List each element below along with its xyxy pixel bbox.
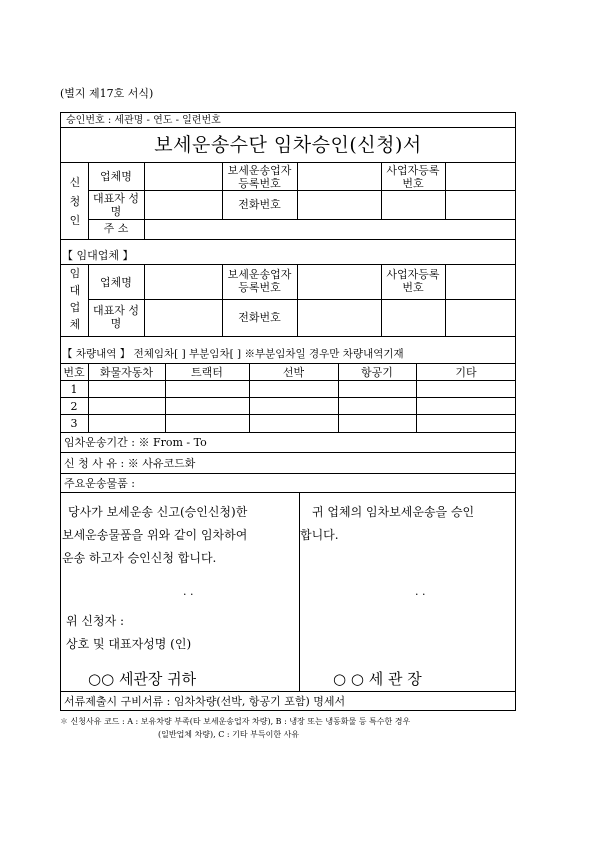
approval-number: 승인번호 : 세관명 - 연도 - 일련번호 [66, 115, 221, 126]
lessor-bonded-reg-label: 보세운송업자 등록번호 [227, 268, 292, 294]
required-documents: 서류제출시 구비서류 : 임차차량(선박, 항공기 포함) 명세서 [64, 695, 346, 708]
row-number: 2 [70, 400, 78, 413]
lessor-business-reg-label: 사업자등록 번호 [386, 268, 440, 294]
row-number: 3 [70, 417, 78, 430]
divider [60, 162, 516, 163]
address-label: 주 소 [103, 222, 129, 235]
col-ship: 선박 [282, 366, 305, 379]
lessor-phone-label: 전화번호 [238, 311, 281, 324]
vehicle-section-label: 【 차량내역 】 전체임차[ ] 부분임차[ ] ※부분임차일 경우만 차량내역기재 [62, 348, 404, 360]
company-name-label: 업체명 [100, 170, 132, 183]
rental-period: 임차운송기간 : ※ From - To [64, 436, 207, 449]
col-other: 기타 [455, 366, 477, 379]
bonded-reg-label: 보세운송업자 등록번호 [227, 164, 292, 190]
form-number: (별지 제17호 서식) [60, 87, 154, 100]
lessor-section-label: 【 임대업체 】 [62, 249, 134, 262]
declaration-line: 운송 하고자 승인신청 합니다. [62, 551, 217, 565]
declaration-line: 보세운송물품을 위와 같이 임차하여 [62, 528, 248, 542]
col-number: 번호 [63, 366, 85, 379]
footnote-line: (일반업체 차량), C : 기타 부득이한 사유 [158, 730, 300, 739]
form-title: 보세운송수단 임차승인(신청)서 [154, 134, 422, 156]
application-reason: 신 청 사 유 : ※ 사유코드화 [64, 457, 196, 470]
row-number: 1 [70, 383, 78, 396]
approval-line: 귀 업체의 임차보세운송을 승인 [312, 505, 475, 519]
signature-label: 상호 및 대표자성명 (인) [66, 637, 192, 651]
col-truck: 화물자동차 [99, 366, 154, 379]
divider [60, 127, 516, 128]
customs-signer: ○ ○ 세 관 장 [333, 670, 422, 688]
declaration-line: 당사가 보세운송 신고(승인신청)한 [68, 505, 248, 519]
customs-addressee: ○○ 세관장 귀하 [88, 670, 197, 688]
col-tractor: 트랙터 [191, 366, 223, 379]
applicant-side-label: 신 청 인 [69, 176, 81, 227]
main-goods: 주요운송물품 : [64, 477, 135, 490]
representative-label: 대표자 성명 [92, 192, 139, 218]
date-placeholder: . . [183, 585, 194, 598]
footnote-line: ✽ 신청사유 코드 : A : 보유차량 부족(타 보세운송업자 차량), B : 냉장 또는 냉동화물 등 특수한 경우 [60, 717, 411, 726]
lessor-representative-label: 대표자 성명 [92, 304, 139, 330]
date-placeholder: . . [415, 585, 426, 598]
phone-label: 전화번호 [238, 198, 281, 211]
col-aircraft: 항공기 [361, 366, 393, 379]
business-reg-label: 사업자등록 번호 [386, 164, 440, 190]
lessor-side-label: 임 대 업 체 [69, 267, 81, 331]
lessor-company-label: 업체명 [100, 276, 132, 289]
applicant-label: 위 신청자 : [66, 614, 125, 628]
approval-line: 합니다. [300, 528, 339, 542]
